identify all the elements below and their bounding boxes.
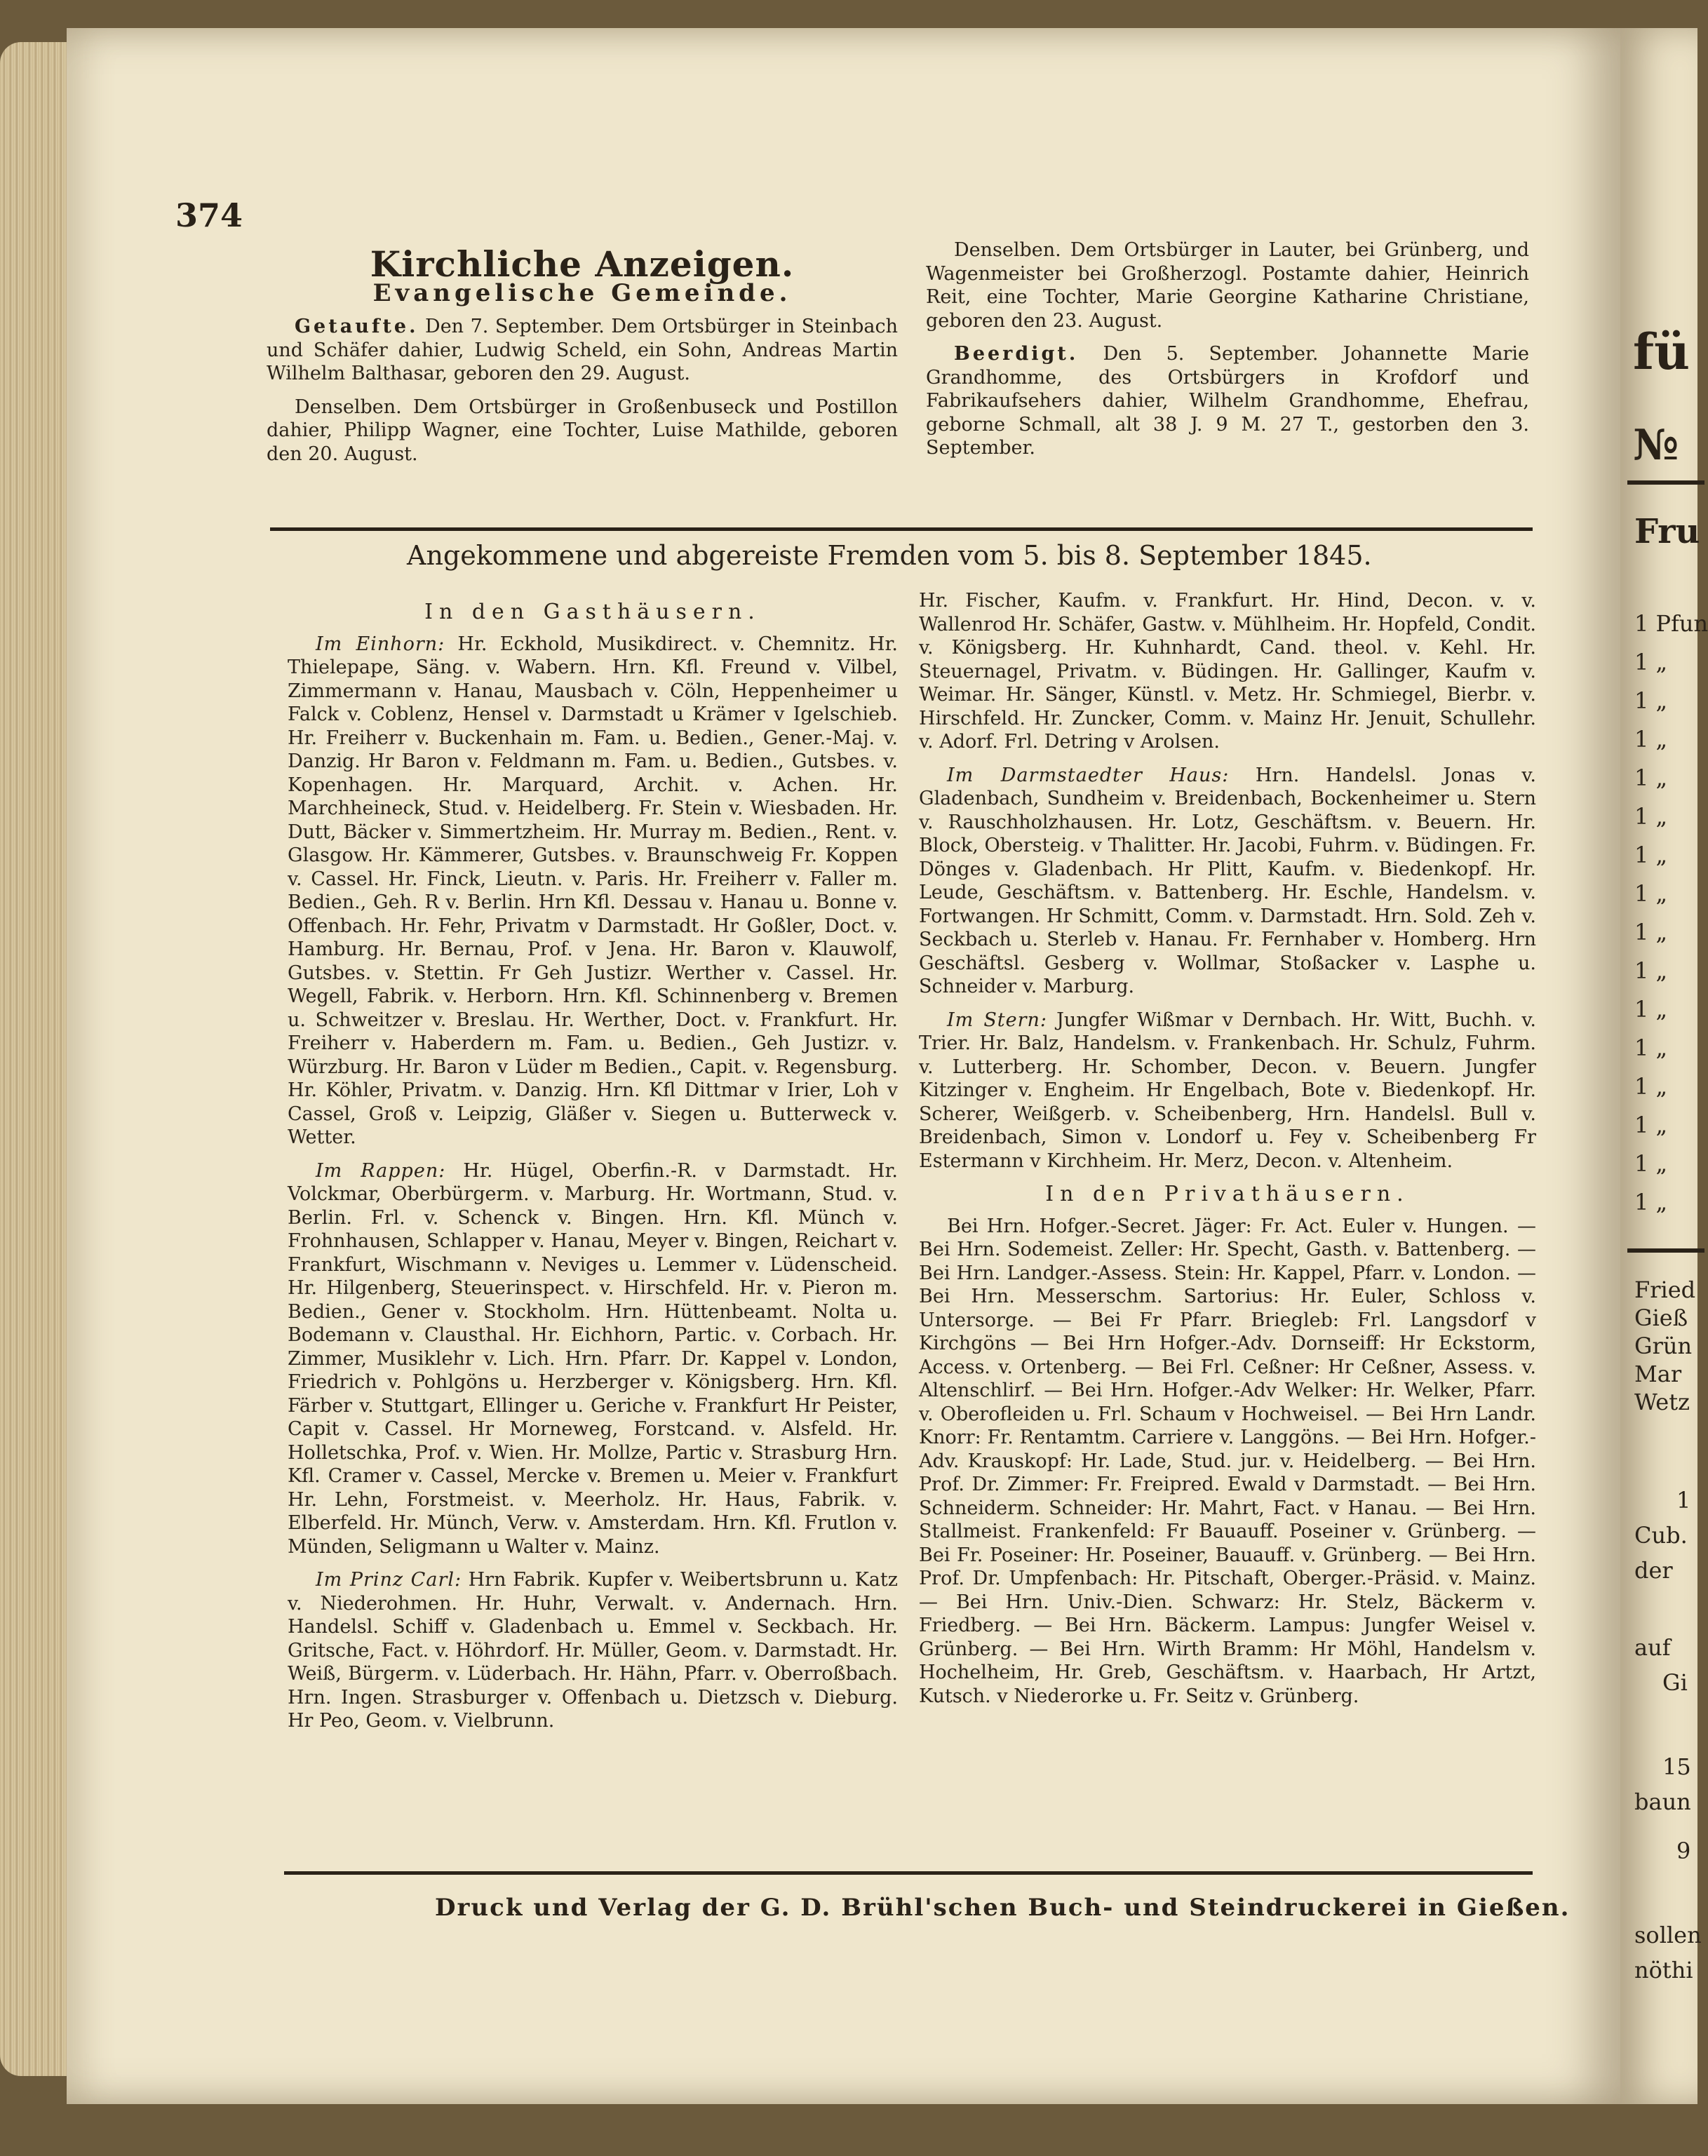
private-houses-entry: Bei Hrn. Hofger.-Secret. Jäger: Fr. Act. Euler v. Hungen. — Bei Hrn. Sodemeist. Zeller: Hr. Specht, Gasth. v. Battenberg. — Bei Hrn. Landger.-Assess. Stein: Hr. Kappel, Pfarr. v. London. — Bei Hrn. Messerschm. Sartorius: Hr. Euler, Schloss v. Untersorge. — Bei Fr Pfarr. Briegleb: Frl. Langsdorf v Kirchgöns — Bei Hrn Hofger.-Adv. Dornseiff: Hr Eckstorm, Access. v. Ortenberg. — Bei Frl. Ceßner: Hr Ceßner, Assess. v. Altenschlirf. — Bei Hrn. Hofger.-Adv Welker: Hr. Welker, Pfarr. v. Oberofleiden u. Frl. Schaum v Hochweisel. — Bei Hrn Landr. Knorr: Fr. Rentamtm. Carriere v. Langgöns. — Bei Hrn. Hofger.-Adv. Krauskopf: Hr. Lade, Stud. jur. v. Heidelberg. — Bei Hrn. Prof. Dr. Zimmer: Fr. Freipred. Ewald v Darmstadt. — Bei Hrn. Schneiderm. Schneider: Hr. Mahrt, Fact. v Hanau. — Bei Hrn. Stallmeist. Frankenfeld: Fr Bauauff. Poseiner v. Grünberg. — Bei Fr. Poseiner: Hr. Poseiner, Bauauff. v. Grünberg. — Bei Hrn. Prof. Dr. Umpfenbach: Hr. Pitschaft, Oberger.-Präsid. v. Mainz. — Bei Hrn. Univ.-Dien. Schwarz: Hr. Stelz, Bäckerm v. Friedberg. — Bei Hrn. Bäckerm. Lampus: Jungfer Weisel v. Grünberg. — Bei Hrn. Wirth Bramm: Hr Möhl, Handelsm v. Hochelheim, Hr. Greb, Geschäftsm. v. Haarbach, Hr Artzt, Kutsch. v Niederorke u. Fr. Seitz v. Grünberg. <box>919 1215 1536 1707</box>
hotel-guests: Hr. Hügel, Oberfin.-R. v Darmstadt. Hr. Volckmar, Oberbürgerm. v. Marburg. Hr. Wortmann, Stud. v. Berlin. Frl. v. Schenck v. Bingen. Hrn. Kfl. Münch v. Frohnhausen, Schlapper v. Hanau, Meyer v. Bingen, Reichart v. Frankfurt, Wischmann v. Neviges u. Lemmer v. Lüdenscheid. Hr. Hilgenberg, Steuerinspect. v. Hirschfeld. Hr. v. Pieron m. Bedien., Gener v. Stockholm. Hrn. Hüttenbeamt. Nolta u. Bodemann v. Clausthal. Hr. Eichhorn, Partic. v. Corbach. Hr. Zimmer, Musiklehr v. Lich. Hrn. Pfarr. Dr. Kappel v. London, Friedrich v. Pohlgöns u. Herzberger v. Königsberg. Hrn. Kfl. Färber v. Stuttgart, Ellinger u. Geriche v. Frankfurt Hr Peister, Capit v. Cassel. Hr Morneweg, Forstcand. v. Alsfeld. Hr. Holletschka, Prof. v. Wien. Hr. Mollze, Partic v. Strasburg Hrn. Kfl. Cramer v. Cassel, Mercke v. Bremen u. Meier v. Frankfurt Hr. Lehn, Forstmeist. v. Meerholz. Hr. Haus, Fabrik. v. Elberfeld. Hr. Münch, Verw. v. Amsterdam. Hrn. Kfl. Frutlon v. Münden, Seligmann u Walter v. Mainz. <box>288 1159 898 1558</box>
adjacent-heading: fü <box>1633 323 1690 381</box>
entry-text: Denselben. Dem Ortsbürger in Lauter, bei Grünberg, und Wagenmeister bei Großherzogl. Postamte dahier, Heinrich Reit, eine Tochter, Marie Georgine Katharine Christiane, geboren den 23. August. <box>926 239 1529 332</box>
adjacent-line: 1 <box>1676 1487 1691 1514</box>
adjacent-item: 1 „ <box>1634 957 1668 984</box>
baptism-entry <box>267 315 898 386</box>
hotel-guests: Hrn. Handelsl. Jonas v. Gladenbach, Sundheim v. Breidenbach, Bockenheimer u. Stern v. Rauschholzhausen. Hr. Lotz, Geschäftsm. v. Beuern. Hr. Block, Obersteig. v Thalitter. Hr. Jacobi, Fuhrm. v. Büdingen. Fr. Dönges v. Gladenbach. Hr Plitt, Kaufm. v. Biedenkopf. Hr. Leude, Geschäftsm. v. Battenberg. Hr. Eschle, Handelsm. v. Fortwangen. Hr Schmitt, Comm. v. Darmstadt. Hrn. Sold. Zeh v. Seckbach u. Sterleb v. Hanau. Fr. Fernhaber v. Homberg. Hrn Geschäftsl. Gesberg v. Wollmar, Stoßacker v. Lasphe u. Schneider v. Marburg. <box>919 764 1536 997</box>
hotel-guests: Hr. Eckhold, Musikdirect. v. Chemnitz. Hr. Thielepape, Säng. v. Wabern. Hrn. Kfl. Freund v. Vilbel, Zimmermann v. Hanau, Mausbach v. Cöln, Heppenheimer u Falck v. Coblenz, Hensel v. Darmstadt u Krämer v Igelschieb. Hr. Freiherr v. Buckenhain m. Fam. u. Bedien., Gener.-Maj. v. Danzig. Hr Baron v. Feldmann m. Fam. u. Bedien., Gutsbes. v. Kopenhagen. Hr. Marquard, Archit. v. Achen. Hr. Marchheineck, Stud. v. Heidelberg. Fr. Stein v. Wiesbaden. Hr. Dutt, Bäcker v. Simmertzheim. Hr. Murray m. Bedien., Rent. v. Glasgow. Hr. Kämmerer, Gutsbes. v. Braunschweig Fr. Koppen v. Cassel. Hr. Finck, Lieutn. v. Paris. Hr. Freiherr v. Faller m. Bedien., Geh. R v. Berlin. Hrn Kfl. Dessau v. Hanau u. Bonne v. Offenbach. Hr. Fehr, Privatm v Darmstadt. Hr Goßler, Doct. v. Hamburg. Hr. Bernau, Prof. v Jena. Hr. Baron v. Klauwolf, Gutsbes. v. Stettin. Fr Geh Justizr. Werther v. Cassel. Hr. Wegell, Fabrik. v. Herborn. Hrn. Kfl. Schinnenberg v. Bremen u. Schweitzer v. Breslau. Hr. Werther, Doct. v. Frankfurt. Hr. Freiherr v. Haberdern m. Fam. u. Bedien., Geh Justizr. v. Würzburg. Hr. Baron v Lüder m Bedien., Capit. v. Regensburg. Hr. Köhler, Privatm. v. Danzig. Hrn. Kfl Dittmar v Irier, Loh v Cassel, Groß v. Leipzig, Gläßer v. Siegen u. Butterweck v. Wetter. <box>288 633 899 1148</box>
hotel-name: Im Einhorn: <box>316 633 445 655</box>
hotel-guests: Jungfer Wißmar v Dernbach. Hr. Witt, Buchh. v. Trier. Hr. Balz, Handelsm. v. Frankenbach. Hr. Schulz, Fuhrm. v. Lutterberg. Hr. Schomber, Decon. v. Beuern. Jungfer Kitzinger v. Engheim. Hr Engelbach, Bote v. Biedenkopf. Hr. Scherer, Weißgerb. v. Scheibenberg, Hrn. Handelsl. Bull v. Breidenbach, Simon v. Londorf u. Fey v. Scheibenberg Fr Estermann v Kirchheim. Hr. Merz, Decon. v. Altenheim. <box>919 1009 1536 1172</box>
adjacent-line: baun <box>1634 1788 1691 1815</box>
footer-divider <box>284 1871 1533 1875</box>
adjacent-item: 1 „ <box>1634 880 1668 907</box>
church-notices-right <box>926 238 1529 470</box>
adjacent-rule <box>1627 1248 1704 1253</box>
adjacent-item: 1 „ <box>1634 1035 1668 1061</box>
adjacent-item: 1 „ <box>1634 1150 1668 1177</box>
adjacent-item: 1 „ <box>1634 764 1668 791</box>
adjacent-line: Gieß <box>1634 1305 1688 1331</box>
adjacent-line: Gi <box>1662 1669 1688 1696</box>
hotel-entry <box>288 1159 898 1559</box>
adjacent-item: 1 „ <box>1634 842 1668 868</box>
book-edge <box>0 42 77 2076</box>
imprint: Druck und Verlag der G. D. Brühl'schen Buch- und Steindruckerei in Gießen. <box>435 1894 1571 1922</box>
entry-text: Den 7. September. Dem Ortsbürger in Steinbach und Schäfer dahier, Ludwig Scheld, ein Sohn, Andreas Martin Wilhelm Balthasar, geboren den 29. August. <box>267 316 898 384</box>
entry-label: Getaufte. <box>295 316 419 337</box>
adjacent-item: 1 „ <box>1634 1189 1668 1215</box>
baptism-entry <box>926 238 1529 332</box>
adjacent-item: 1 „ <box>1634 996 1668 1023</box>
section-divider <box>270 527 1533 531</box>
adjacent-line: Fried <box>1634 1276 1696 1303</box>
adjacent-item: 1 „ <box>1634 687 1668 714</box>
adjacent-fruit-word: Fru <box>1634 512 1700 551</box>
hotel-entry <box>919 589 1536 754</box>
adjacent-item: 1 „ <box>1634 726 1668 753</box>
adjacent-line: der <box>1634 1557 1673 1584</box>
adjacent-line: Mar <box>1634 1361 1682 1387</box>
adjacent-line: 9 <box>1676 1838 1691 1864</box>
entry-label: Beerdigt. <box>954 343 1079 365</box>
adjacent-rule <box>1627 480 1704 485</box>
adjacent-line: nöthi <box>1634 1957 1693 1983</box>
burial-entry <box>926 342 1529 460</box>
adjacent-number-sign: № <box>1633 421 1679 470</box>
hotel-entry <box>919 764 1536 999</box>
arrivals-left-column <box>288 596 898 1743</box>
section-heading-private: In den Privathäusern. <box>1045 1182 1410 1206</box>
hotel-entry <box>288 633 898 1150</box>
adjacent-line: sollen <box>1634 1922 1702 1948</box>
adjacent-item: 1 „ <box>1634 919 1668 945</box>
hotel-guests: Hrn Fabrik. Kupfer v. Weibertsbrunn u. Katz v. Niederohmen. Hr. Huhr, Verwalt. v. Andernach. Hrn. Handelsl. Schiff v. Gladenbach u. Emmel v. Seckbach. Hr. Gritsche, Fact. v. Höhrdorf. Hr. Müller, Geom. v. Darmstadt. Hr. Weiß, Bürgerm. v. Lüderbach. Hr. Hähn, Pfarr. v. Oberroßbach. Hrn. Ingen. Strasburger v. Offenbach u. Dietzsch v. Dieburg. Hr Peo, Geom. v. Vielbrunn. <box>288 1569 898 1732</box>
entry-text: Denselben. Dem Ortsbürger in Großenbuseck und Postillon dahier, Philipp Wagner, eine Tochter, Luise Mathilde, geboren den 20. August. <box>267 396 898 465</box>
arrivals-right-column <box>919 589 1536 1718</box>
adjacent-page <box>1620 28 1708 2104</box>
hotel-guests: Hr. Fischer, Kaufm. v. Frankfurt. Hr. Hind, Decon. v. v. Wallenrod Hr. Schäfer, Gastw. v. Mühlheim. Hr. Hopfeld, Condit. v. Königsberg. Hr. Kuhnhardt, Cand. theol. v. Kehl. Hr. Steuernagel, Privatm. v. Büdingen. Hr. Gallinger, Kaufm v. Weimar. Hr. Sänger, Künstl. v. Metz. Hr. Schmiegel, Bierbr. v. Hirschfeld. Hr. Zuncker, Comm. v. Mainz Hr. Jenuit, Schullehr. v. Adorf. Frl. Detring v Arolsen. <box>919 590 1536 753</box>
hotel-entry <box>288 1568 898 1733</box>
adjacent-item: 1 „ <box>1634 1112 1668 1138</box>
adjacent-item: 1 „ <box>1634 649 1668 675</box>
hotel-name: Im Stern: <box>947 1009 1048 1031</box>
arrivals-title: Angekommene und abgereiste Fremden vom 5. bis 8. September 1845. <box>407 540 1372 571</box>
adjacent-line: auf <box>1634 1634 1671 1661</box>
adjacent-item: 1 Pfun <box>1634 610 1708 637</box>
adjacent-line: 15 <box>1662 1753 1691 1780</box>
baptism-entry <box>267 396 898 466</box>
entry-text: Den 5. September. Johannette Marie Grandhomme, des Ortsbürgers in Krofdorf und Fabrikaufsehers dahier, Wilhelm Grandhomme, Ehefrau, geborne Schmall, alt 38 J. 9 M. 27 T., gestorben den 3. September. <box>926 343 1529 459</box>
church-title: Kirchliche Anzeigen. <box>370 243 795 285</box>
church-subtitle: Evangelische Gemeinde. <box>372 278 792 307</box>
hotel-entry <box>919 1009 1536 1173</box>
hotel-name: Im Rappen: <box>316 1159 446 1182</box>
adjacent-item: 1 „ <box>1634 803 1668 830</box>
adjacent-item: 1 „ <box>1634 1073 1668 1100</box>
hotel-name: Im Prinz Carl: <box>316 1569 462 1591</box>
page-number: 374 <box>175 196 243 234</box>
hotel-name: Im Darmstaedter Haus: <box>947 764 1230 786</box>
adjacent-line: Cub. <box>1634 1522 1688 1549</box>
adjacent-line: Grün <box>1634 1333 1693 1359</box>
church-notices-left <box>267 243 898 476</box>
section-heading-inns: In den Gasthäusern. <box>424 600 761 624</box>
adjacent-line: Wetz <box>1634 1389 1690 1415</box>
